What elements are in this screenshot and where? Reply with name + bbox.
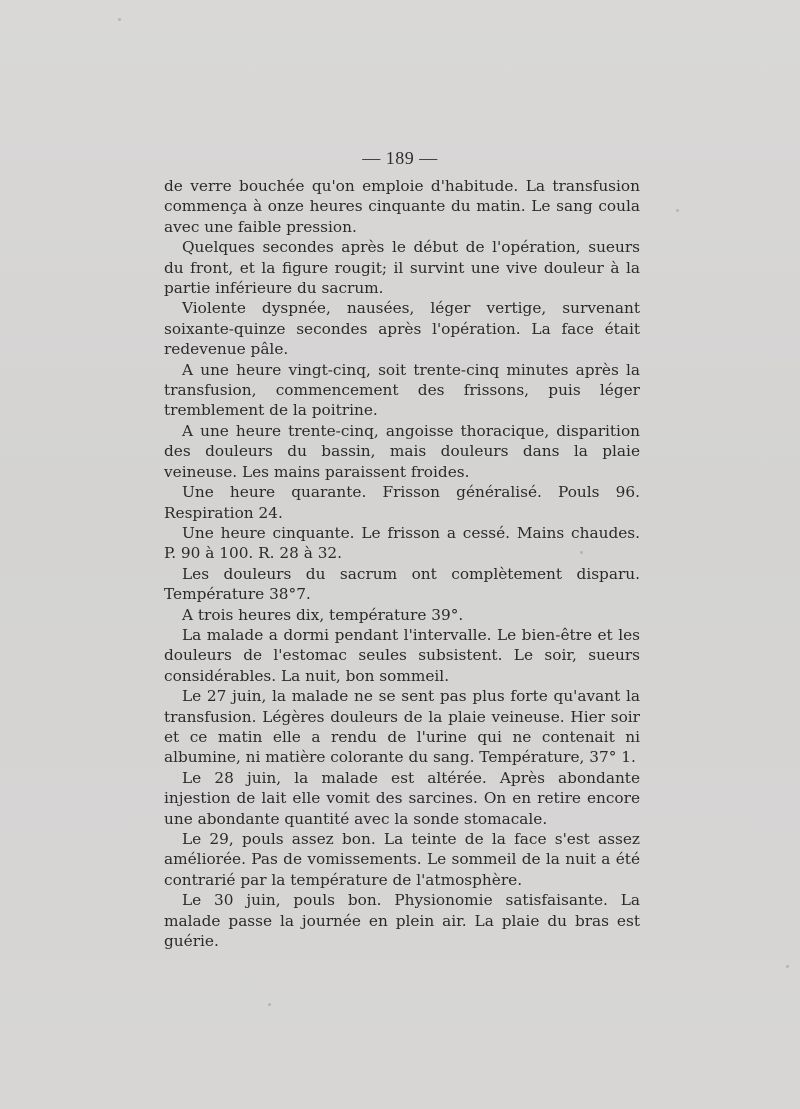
paper-speck (786, 965, 789, 968)
paragraph-6: Une heure quarante. Frisson généralisé. Pouls 96. Respiration 24. (164, 483, 640, 522)
body-text (164, 176, 640, 951)
paragraph-8: Les douleurs du sacrum ont complètement disparu. Température 38°7. (164, 564, 640, 604)
paper-speck (268, 1003, 271, 1006)
paper-speck (580, 551, 583, 554)
paragraph-5: A une heure trente-cinq, angoisse thoracique, disparition des douleurs du bassin, mais douleurs dans la plaie veineuse. Les mains paraissent froides. (164, 421, 640, 481)
paragraph-2: Quelques secondes après le début de l'opération, sueurs du front, et la figure rougit; il survint une vive douleur à la partie inférieure du sacrum. (164, 238, 640, 298)
paragraph-1: de verre bouchée qu'on emploie d'habitude. La transfusion commença à onze heures cinquante du matin. Le sang coula avec une faible pression. (164, 177, 640, 236)
paragraph-13: Le 29, pouls assez bon. La teinte de la face s'est assez améliorée. Pas de vomissements. Le sommeil de la nuit a été contrarié par la température de l'atmosphère. (164, 830, 640, 889)
paragraph-9: A trois heures dix, température 39°. (182, 605, 464, 624)
paper-speck (676, 209, 679, 212)
paragraph-14: Le 30 juin, pouls bon. Physionomie satisfaisante. La malade passe la journée en plein air. La plaie du bras est guérie. (164, 891, 640, 951)
paragraph-11: Le 27 juin, la malade ne se sent pas plus forte qu'avant la transfusion. Légères douleurs de la plaie veineuse. Hier soir et ce matin elle a rendu de l'urine qui ne contenait ni albumine, ni matière colorante du sang. Température, 37° 1. (164, 687, 640, 767)
paper-speck (118, 18, 121, 21)
paragraph-3: Violente dyspnée, nausées, léger vertige, survenant soixante-quinze secondes après l'opération. La face était redevenue pâle. (164, 299, 640, 359)
paragraph-10: La malade a dormi pendant l'intervalle. Le bien-être et les douleurs de l'estomac seules subsistent. Le soir, sueurs considérables. La nuit, bon sommeil. (164, 625, 640, 685)
paragraph-7: Une heure cinquante. Le frisson a cessé. Mains chaudes. P. 90 à 100. R. 28 à 32. (164, 523, 640, 563)
page-number: — 189 — (362, 148, 438, 168)
paragraph-12: Le 28 juin, la malade est altérée. Après abondante injestion de lait elle vomit des sarcines. On en retire encore une abondante quantité avec la sonde stomacale. (164, 768, 640, 828)
paragraph-4: A une heure vingt-cinq, soit trente-cinq minutes après la transfusion, commencement des frissons, puis léger tremblement de la poitrine. (164, 360, 640, 420)
